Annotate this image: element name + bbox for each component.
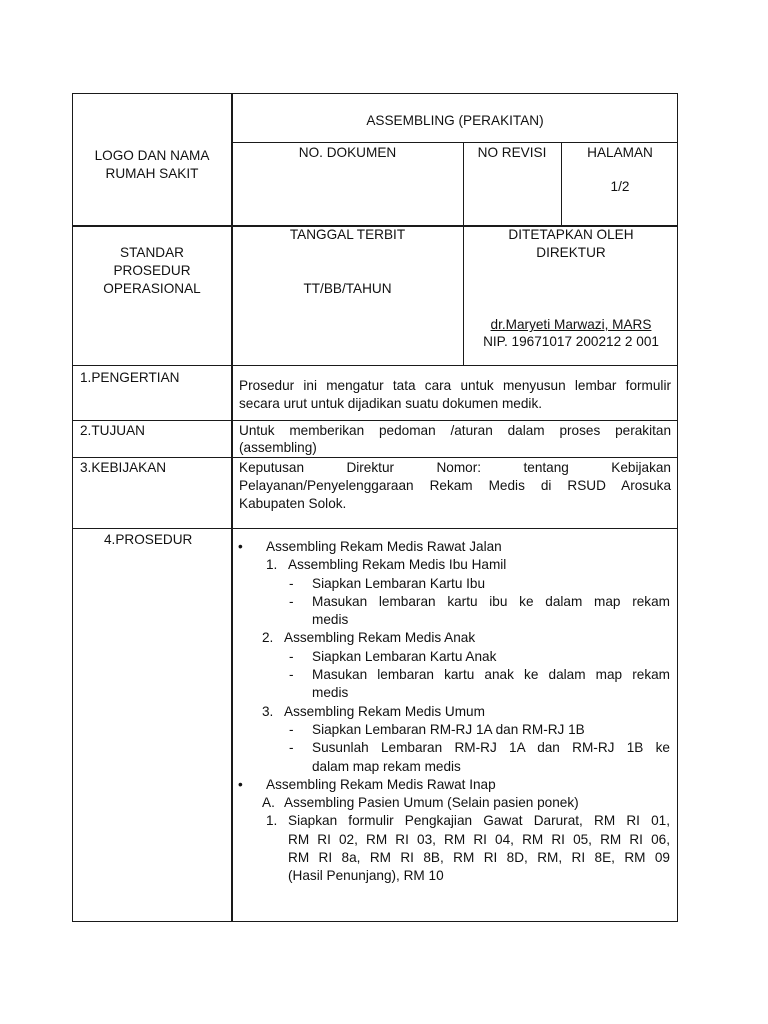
umum-step-1: Siapkan Lembaran RM-RJ 1A dan RM-RJ 1B [312,721,585,737]
dash-marker: - [289,721,294,737]
halaman-value: 1/2 [610,179,630,194]
table-divider [72,420,678,421]
halaman-label: HALAMAN [587,145,653,160]
table-divider [72,365,678,366]
list-item [236,575,672,593]
logo-placeholder-line-2: RUMAH SAKIT [105,166,199,181]
kebijakan-line-1: Keputusan Direktur Nomor: tentang Kebijakan [239,460,671,475]
ri-step-1-line-4: (Hasil Penunjang), RM 10 [288,868,444,884]
ri-step-1-line-1: Siapkan formulir Pengkajian Gawat Darurat, RM RI 01, [288,813,670,829]
list-item [236,721,672,739]
document-title: ASSEMBLING (PERAKITAN) [366,113,544,128]
table-border-bottom [72,921,678,922]
tanggal-terbit-value: TT/BB/TAHUN [303,281,392,296]
ditetapkan-label-line-1: DITETAPKAN OLEH [508,227,634,242]
pasien-umum-heading: Assembling Pasien Umum (Selain pasien ponek) [284,795,579,811]
list-item-continuation [236,849,672,867]
tujuan-line-1: Untuk memberikan pedoman /aturan dalam proses perakitan [239,423,671,438]
no-revisi-label: NO REVISI [477,145,547,160]
anak-step-2-line-2: medis [312,685,349,701]
list-item [236,629,672,647]
no-dokumen-label: NO. DOKUMEN [298,145,397,160]
prosedur-list [236,538,672,886]
ibu-step-1: Siapkan Lembaran Kartu Ibu [312,575,486,591]
dash-marker: - [289,593,294,609]
list-item-continuation [236,831,672,849]
signatory-nip: NIP. 19671017 200212 2 001 [483,334,659,349]
list-letter: A. [262,795,275,811]
kebijakan-line-3: Kabupaten Solok. [239,496,347,511]
list-item [236,666,672,684]
list-number: 2. [262,630,274,646]
list-item [236,538,672,556]
ibu-step-2-line-2: medis [312,612,349,628]
table-column-divider [231,93,233,922]
dash-marker: - [289,575,294,591]
anak-step-1: Siapkan Lembaran Kartu Anak [312,648,497,664]
list-item [236,703,672,721]
list-item [236,593,672,611]
tujuan-label: 2.TUJUAN [80,423,145,438]
list-item [236,794,672,812]
list-item-continuation [236,611,672,629]
table-divider [72,457,678,458]
dash-marker: - [289,648,294,664]
list-item-continuation [236,867,672,885]
ri-step-1-line-3: RM RI 8a, RM RI 8B, RM RI 8D, RM, RI 8E, RM 09 [288,850,670,866]
pengertian-line-2: secara urut untuk dijadikan suatu dokumen medik. [239,396,543,411]
ibu-step-2-line-1: Masukan lembaran kartu ibu ke dalam map rekam [312,593,670,609]
list-item [236,812,672,830]
table-divider [232,142,678,143]
anak-heading: Assembling Rekam Medis Anak [284,630,476,646]
tanggal-terbit-label: TANGGAL TERBIT [289,227,406,242]
list-item [236,739,672,757]
table-border-top [72,93,678,94]
table-divider [72,528,678,529]
sop-label-line-1: STANDAR [120,245,184,260]
list-item-continuation [236,684,672,702]
prosedur-label: 4.PROSEDUR [104,532,193,547]
table-border-left [72,93,73,922]
ri-step-1-line-2: RM RI 02, RM RI 03, RM RI 04, RM RI 05, RM RI 06, [288,831,670,847]
dash-marker: - [289,740,294,756]
kebijakan-label: 3.KEBIJAKAN [80,460,167,475]
rawat-inap-heading: Assembling Rekam Medis Rawat Inap [266,776,496,792]
table-border-right [677,93,678,922]
list-number: 3. [262,703,274,719]
umum-step-2-line-1: Susunlah Lembaran RM-RJ 1A dan RM-RJ 1B ke [312,740,670,756]
tujuan-line-2: (assembling) [239,440,317,455]
list-item [236,648,672,666]
list-item [236,556,672,574]
list-item-continuation [236,758,672,776]
ditetapkan-label-line-2: DIREKTUR [536,245,606,260]
ibu-hamil-heading: Assembling Rekam Medis Ibu Hamil [288,557,507,573]
sop-label-line-2: PROSEDUR [113,263,191,278]
pengertian-line-1: Prosedur ini mengatur tata cara untuk menyusun lembar formulir [239,378,671,393]
bullet-icon: • [238,776,243,792]
list-number: 1. [266,813,278,829]
signatory-name: dr.Maryeti Marwazi, MARS [490,317,652,332]
rawat-jalan-heading: Assembling Rekam Medis Rawat Jalan [266,539,502,554]
list-number: 1. [266,557,278,573]
bullet-icon: • [238,539,243,554]
anak-step-2-line-1: Masukan lembaran kartu anak ke dalam map rekam [312,667,670,683]
pengertian-label: 1.PENGERTIAN [80,370,180,385]
dash-marker: - [289,667,294,683]
sop-label-line-3: OPERASIONAL [103,281,201,296]
umum-step-2-line-2: dalam map rekam medis [312,758,461,774]
list-item [236,776,672,794]
kebijakan-line-2: Pelayanan/Penyelenggaraan Rekam Medis di RSUD Arosuka [239,478,671,493]
umum-heading: Assembling Rekam Medis Umum [284,703,485,719]
logo-placeholder-line-1: LOGO DAN NAMA [94,148,210,163]
